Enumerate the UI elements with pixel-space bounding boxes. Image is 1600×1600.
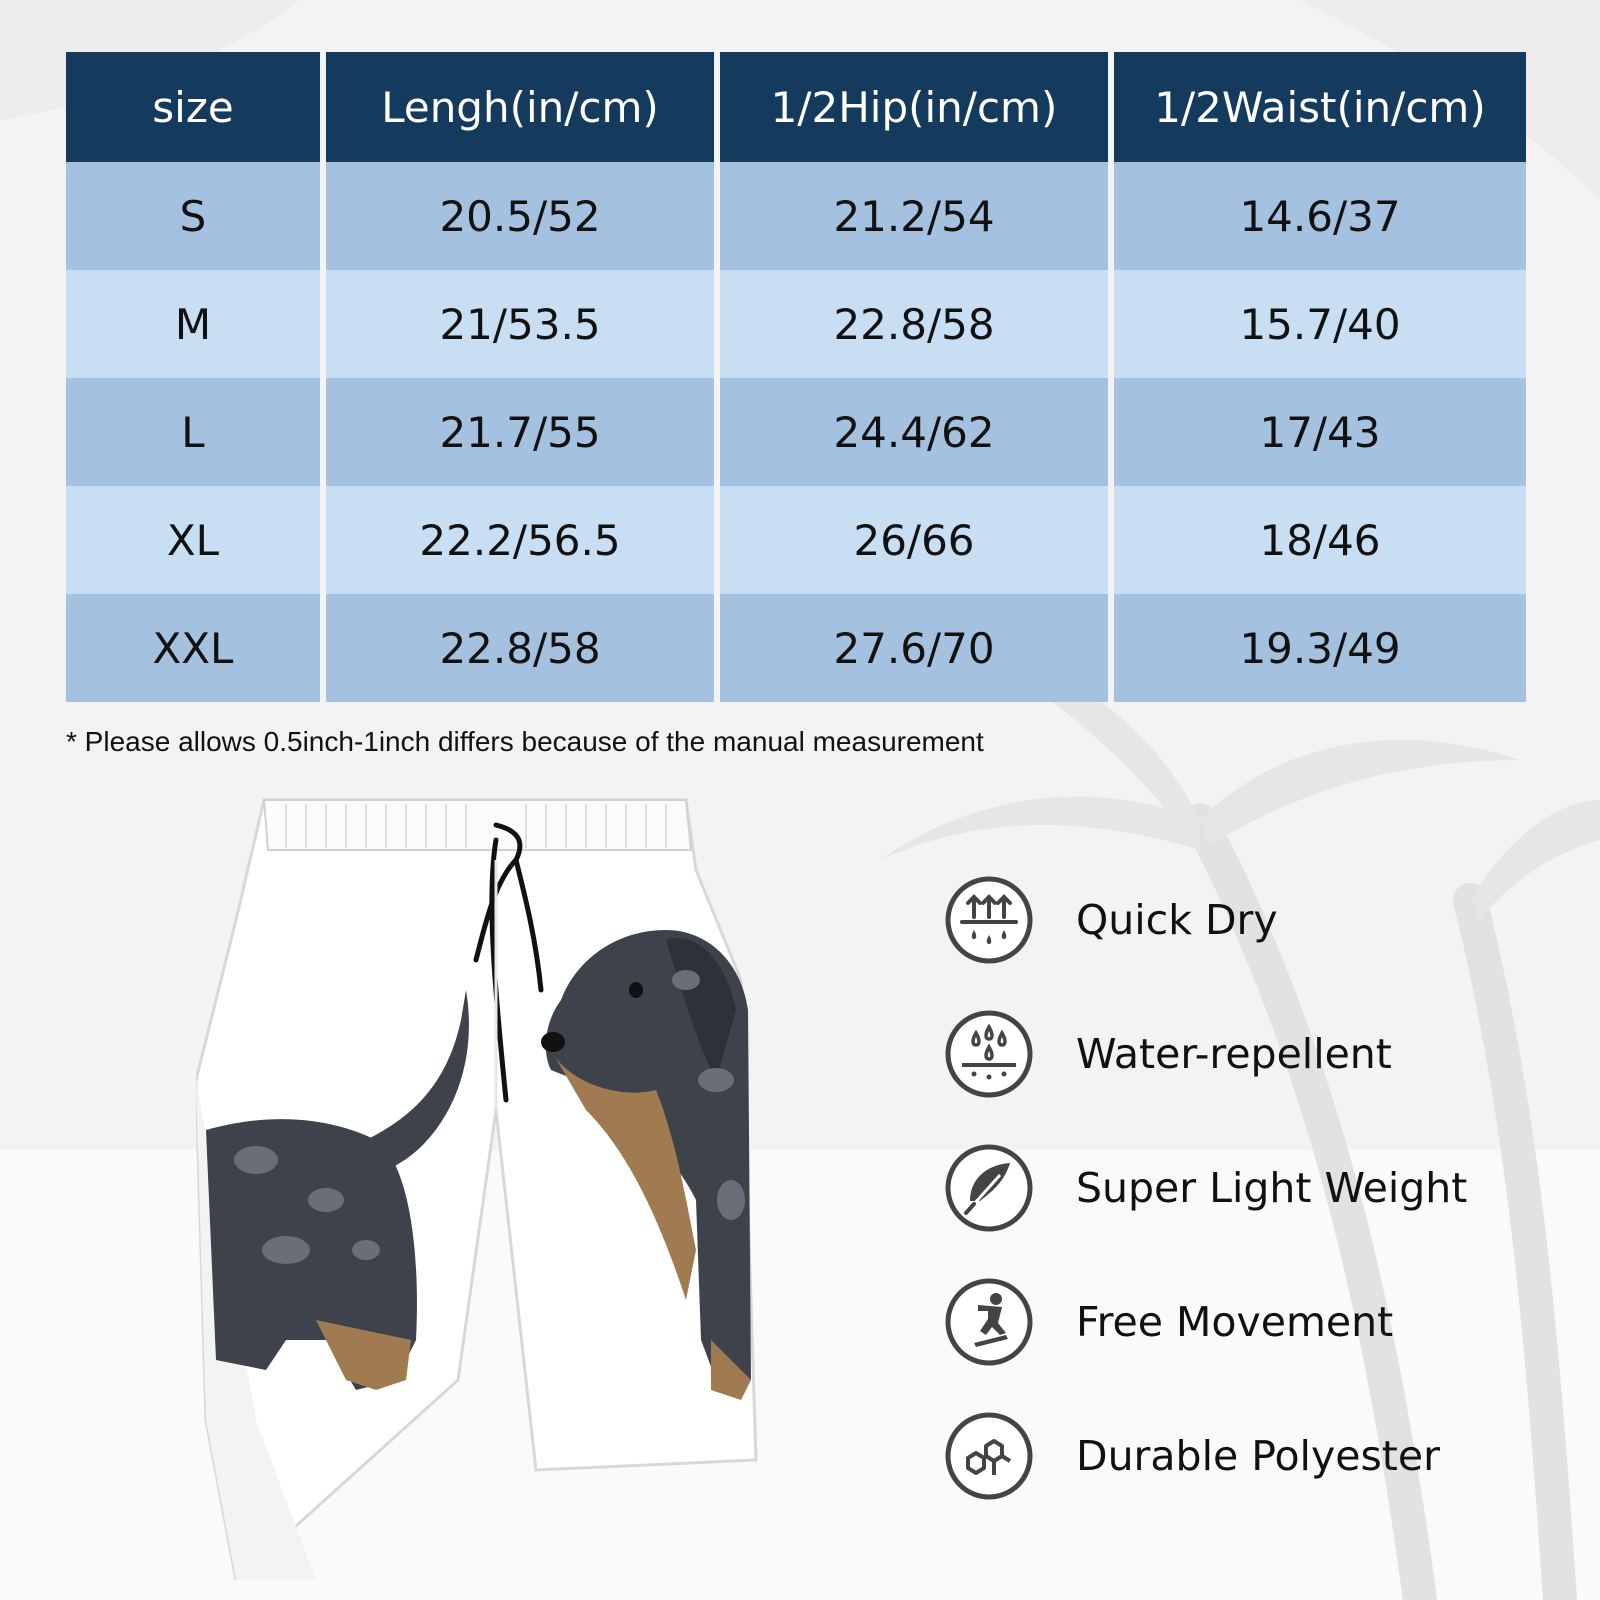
quick-dry-icon — [944, 875, 1034, 965]
size-chart-table — [60, 52, 1532, 702]
feature-label: Durable Polyester — [1076, 1432, 1440, 1480]
measurement-note: * Please allows 0.5inch-1inch differs because of the manual measurement — [66, 726, 984, 757]
feature-label: Free Movement — [1076, 1298, 1394, 1346]
feature-durable-polyester — [944, 1409, 1564, 1503]
cell-waist: 19.3/49 — [1114, 594, 1526, 702]
feature-quick-dry — [944, 873, 1564, 967]
polyester-molecule-icon — [944, 1411, 1034, 1501]
cell-length: 21/53.5 — [326, 270, 714, 378]
cell-size: S — [66, 162, 320, 270]
cell-size: XXL — [66, 594, 320, 702]
feather-icon — [944, 1143, 1034, 1233]
board-shorts-image — [196, 780, 766, 1580]
feature-label: Super Light Weight — [1076, 1164, 1468, 1212]
cell-hip: 22.8/58 — [720, 270, 1108, 378]
cell-hip: 21.2/54 — [720, 162, 1108, 270]
cell-waist: 17/43 — [1114, 378, 1526, 486]
cell-length: 22.2/56.5 — [326, 486, 714, 594]
water-repellent-icon — [944, 1009, 1034, 1099]
cell-size: XL — [66, 486, 320, 594]
feature-label: Quick Dry — [1076, 896, 1278, 944]
table-row — [66, 270, 1526, 378]
table-row — [66, 378, 1526, 486]
cell-hip: 27.6/70 — [720, 594, 1108, 702]
feature-list — [944, 873, 1564, 1543]
cell-waist: 18/46 — [1114, 486, 1526, 594]
cell-length: 20.5/52 — [326, 162, 714, 270]
feature-label: Water-repellent — [1076, 1030, 1392, 1078]
header-length: Lengh(in/cm) — [326, 52, 714, 162]
skater-icon — [944, 1277, 1034, 1367]
cell-waist: 15.7/40 — [1114, 270, 1526, 378]
cell-hip: 26/66 — [720, 486, 1108, 594]
header-half-hip: 1/2Hip(in/cm) — [720, 52, 1108, 162]
header-size: size — [66, 52, 320, 162]
feature-water-repellent — [944, 1007, 1564, 1101]
table-row — [66, 486, 1526, 594]
cell-length: 21.7/55 — [326, 378, 714, 486]
cell-hip: 24.4/62 — [720, 378, 1108, 486]
cell-length: 22.8/58 — [326, 594, 714, 702]
cell-size: L — [66, 378, 320, 486]
feature-light-weight — [944, 1141, 1564, 1235]
table-header-row — [66, 52, 1526, 162]
feature-free-movement — [944, 1275, 1564, 1369]
table-row — [66, 594, 1526, 702]
table-row — [66, 162, 1526, 270]
cell-waist: 14.6/37 — [1114, 162, 1526, 270]
cell-size: M — [66, 270, 320, 378]
header-half-waist: 1/2Waist(in/cm) — [1114, 52, 1526, 162]
